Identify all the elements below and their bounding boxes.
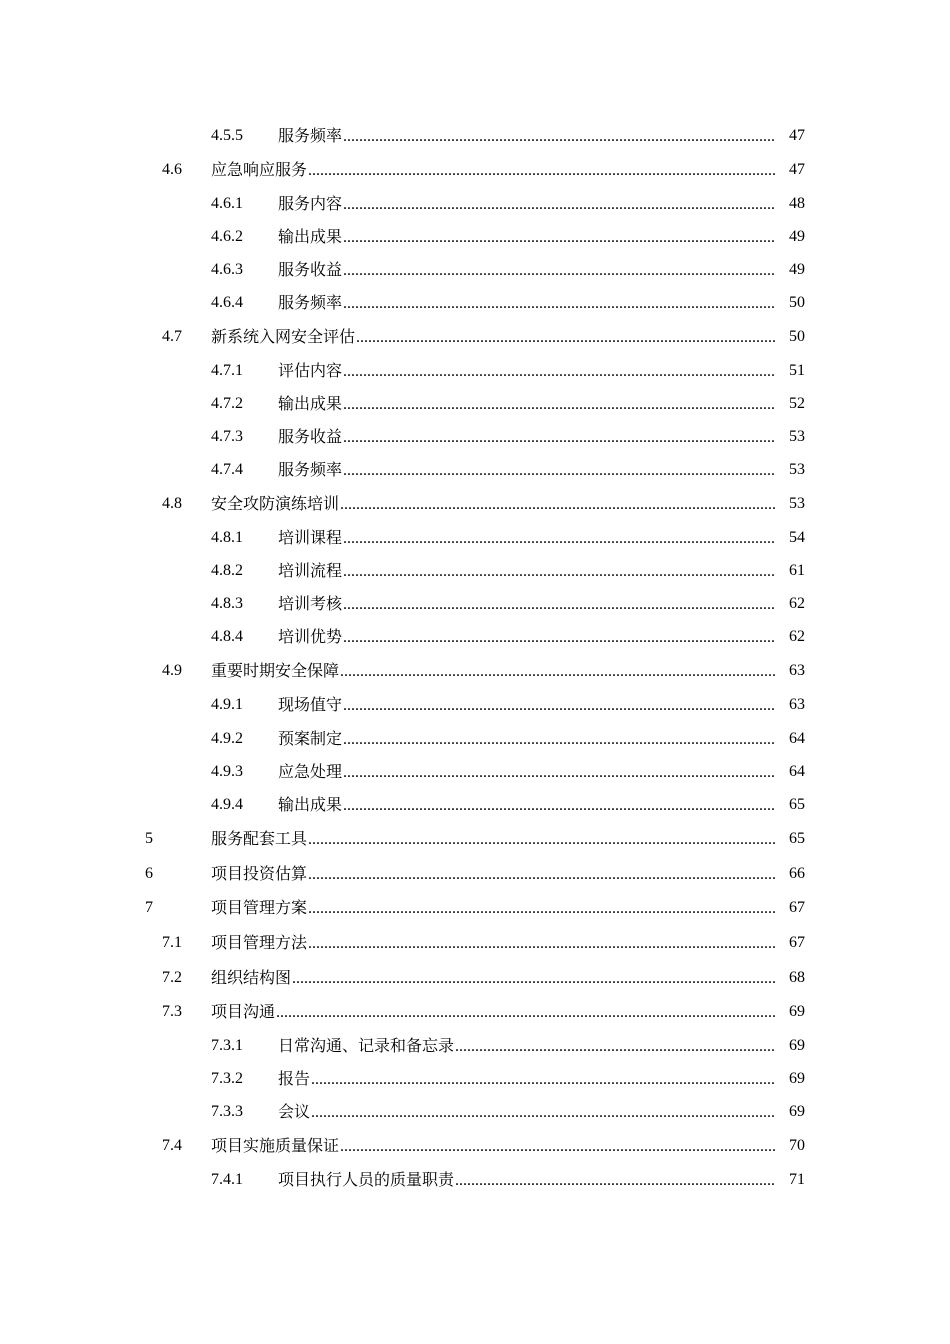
toc-entry[interactable] <box>211 425 805 449</box>
toc-entry-number: 4.9.2 <box>211 730 243 747</box>
toc-entry-title: 项目管理方法 <box>211 933 308 952</box>
toc-entry-number: 4.6.4 <box>211 294 243 311</box>
toc-entry-title: 输出成果 <box>278 795 343 814</box>
toc-entry[interactable] <box>211 359 805 383</box>
toc-entry-number: 4.6.3 <box>211 261 243 278</box>
toc-entry-number: 7.4.1 <box>211 1171 243 1188</box>
toc-entry[interactable] <box>145 862 805 886</box>
toc-entry-number: 4.9.1 <box>211 696 243 713</box>
toc-dot-leader <box>343 459 775 483</box>
toc-entry[interactable] <box>211 1067 805 1091</box>
toc-dot-leader <box>311 1068 775 1092</box>
toc-dot-leader <box>340 660 775 684</box>
toc-entry-title: 应急处理 <box>278 762 343 781</box>
toc-dot-leader <box>292 967 775 991</box>
toc-entry[interactable] <box>162 659 805 683</box>
toc-dot-leader <box>356 326 775 350</box>
toc-dot-leader <box>343 728 775 752</box>
toc-dot-leader <box>343 360 775 384</box>
toc-entry-title: 服务频率 <box>278 126 343 145</box>
toc-entry[interactable] <box>211 625 805 649</box>
toc-entry-page: 61 <box>789 562 805 579</box>
toc-entry-number: 7 <box>145 899 153 916</box>
toc-entry[interactable] <box>211 693 805 717</box>
toc-dot-leader <box>311 1101 775 1125</box>
toc-dot-leader <box>308 897 775 921</box>
toc-dot-leader <box>343 794 775 818</box>
toc-entry-title: 组织结构图 <box>211 968 292 987</box>
toc-entry-number: 4.7.2 <box>211 395 243 412</box>
toc-entry[interactable] <box>211 458 805 482</box>
toc-entry-page: 67 <box>789 934 805 951</box>
toc-entry-title: 预案制定 <box>278 729 343 748</box>
toc-entry[interactable] <box>162 158 805 182</box>
toc-entry-number: 4.7.3 <box>211 428 243 445</box>
toc-dot-leader <box>340 493 775 517</box>
toc-entry-title: 应急响应服务 <box>211 160 308 179</box>
toc-entry-page: 65 <box>789 796 805 813</box>
toc-entry-page: 69 <box>789 1103 805 1120</box>
toc-entry-number: 4.8.3 <box>211 595 243 612</box>
toc-entry-number: 7.4 <box>162 1137 182 1154</box>
toc-entry-title: 评估内容 <box>278 361 343 380</box>
toc-dot-leader <box>343 226 775 250</box>
toc-entry-page: 49 <box>789 228 805 245</box>
toc-entry-title: 培训考核 <box>278 594 343 613</box>
toc-entry-page: 49 <box>789 261 805 278</box>
toc-entry[interactable] <box>211 1168 805 1192</box>
toc-entry[interactable] <box>162 325 805 349</box>
toc-dot-leader <box>343 593 775 617</box>
toc-entry-number: 4.9.3 <box>211 763 243 780</box>
toc-entry-number: 4.9.4 <box>211 796 243 813</box>
toc-entry-title: 现场值守 <box>278 695 343 714</box>
toc-entry-number: 4.7 <box>162 328 182 345</box>
toc-entry-number: 7.3 <box>162 1003 182 1020</box>
toc-entry-page: 65 <box>789 830 805 847</box>
toc-entry[interactable] <box>211 258 805 282</box>
toc-entry[interactable] <box>211 124 805 148</box>
toc-entry[interactable] <box>162 931 805 955</box>
toc-dot-leader <box>343 125 775 149</box>
toc-entry[interactable] <box>211 1034 805 1058</box>
toc-dot-leader <box>343 694 775 718</box>
toc-entry-page: 50 <box>789 328 805 345</box>
toc-dot-leader <box>308 159 775 183</box>
toc-entry[interactable] <box>211 760 805 784</box>
toc-entry-page: 53 <box>789 461 805 478</box>
toc-entry-title: 日常沟通、记录和备忘录 <box>278 1036 455 1055</box>
toc-entry-title: 会议 <box>278 1102 311 1121</box>
toc-dot-leader <box>308 863 775 887</box>
toc-entry-page: 50 <box>789 294 805 311</box>
toc-dot-leader <box>276 1001 775 1025</box>
toc-entry-page: 52 <box>789 395 805 412</box>
toc-entry-number: 4.7.4 <box>211 461 243 478</box>
toc-dot-leader <box>340 1135 775 1159</box>
toc-dot-leader <box>343 193 775 217</box>
toc-dot-leader <box>455 1035 775 1059</box>
toc-entry-number: 4.8.4 <box>211 628 243 645</box>
toc-entry-page: 67 <box>789 899 805 916</box>
toc-entry-title: 安全攻防演练培训 <box>211 494 340 513</box>
toc-entry[interactable] <box>211 559 805 583</box>
toc-entry-number: 4.8.2 <box>211 562 243 579</box>
toc-dot-leader <box>343 292 775 316</box>
toc-entry-number: 4.7.1 <box>211 362 243 379</box>
toc-entry-page: 47 <box>789 161 805 178</box>
toc-entry-page: 47 <box>789 127 805 144</box>
toc-entry-page: 62 <box>789 628 805 645</box>
toc-dot-leader <box>343 527 775 551</box>
toc-entry-number: 5 <box>145 830 153 847</box>
toc-entry-title: 项目执行人员的质量职责 <box>278 1170 455 1189</box>
toc-entry-title: 输出成果 <box>278 227 343 246</box>
toc-entry-title: 报告 <box>278 1069 311 1088</box>
toc-dot-leader <box>343 761 775 785</box>
toc-dot-leader <box>455 1169 775 1193</box>
toc-entry-page: 69 <box>789 1037 805 1054</box>
toc-dot-leader <box>343 560 775 584</box>
toc-entry-page: 53 <box>789 495 805 512</box>
toc-entry-title: 服务内容 <box>278 194 343 213</box>
toc-entry-number: 7.3.3 <box>211 1103 243 1120</box>
toc-dot-leader <box>343 426 775 450</box>
toc-entry-page: 54 <box>789 529 805 546</box>
toc-entry-number: 4.6.2 <box>211 228 243 245</box>
toc-entry-page: 66 <box>789 865 805 882</box>
toc-entry-page: 68 <box>789 969 805 986</box>
toc-entry-page: 71 <box>789 1171 805 1188</box>
toc-entry-page: 69 <box>789 1003 805 1020</box>
toc-entry-number: 4.8.1 <box>211 529 243 546</box>
toc-entry[interactable] <box>211 793 805 817</box>
toc-entry-number: 7.2 <box>162 969 182 986</box>
toc-entry-number: 4.5.5 <box>211 127 243 144</box>
toc-entry-number: 6 <box>145 865 153 882</box>
toc-dot-leader <box>343 393 775 417</box>
toc-entry[interactable] <box>211 592 805 616</box>
toc-dot-leader <box>343 259 775 283</box>
toc-entry-number: 4.6.1 <box>211 195 243 212</box>
toc-dot-leader <box>308 932 775 956</box>
toc-entry[interactable] <box>211 1100 805 1124</box>
toc-entry[interactable] <box>145 896 805 920</box>
toc-entry-title: 培训优势 <box>278 627 343 646</box>
toc-entry[interactable] <box>211 291 805 315</box>
toc-entry-page: 63 <box>789 696 805 713</box>
toc-entry-number: 4.6 <box>162 161 182 178</box>
toc-entry[interactable] <box>162 492 805 516</box>
toc-entry-page: 69 <box>789 1070 805 1087</box>
toc-entry-number: 4.9 <box>162 662 182 679</box>
toc-entry-page: 70 <box>789 1137 805 1154</box>
toc-entry-page: 48 <box>789 195 805 212</box>
toc-entry[interactable] <box>211 727 805 751</box>
toc-entry-page: 63 <box>789 662 805 679</box>
toc-entry-page: 64 <box>789 730 805 747</box>
toc-entry-page: 62 <box>789 595 805 612</box>
toc-entry-title: 培训流程 <box>278 561 343 580</box>
toc-entry-title: 服务收益 <box>278 427 343 446</box>
toc-dot-leader <box>308 828 775 852</box>
toc-dot-leader <box>343 626 775 650</box>
toc-entry-title: 重要时期安全保障 <box>211 661 340 680</box>
toc-entry-title: 项目投资估算 <box>211 864 308 883</box>
toc-entry-title: 服务配套工具 <box>211 829 308 848</box>
toc-entry[interactable] <box>145 827 805 851</box>
toc-entry[interactable] <box>162 1000 805 1024</box>
toc-entry-title: 服务收益 <box>278 260 343 279</box>
toc-entry-title: 输出成果 <box>278 394 343 413</box>
toc-entry-number: 7.3.1 <box>211 1037 243 1054</box>
toc-entry-title: 项目实施质量保证 <box>211 1136 340 1155</box>
toc-entry-page: 53 <box>789 428 805 445</box>
toc-entry-number: 4.8 <box>162 495 182 512</box>
toc-entry[interactable] <box>211 192 805 216</box>
toc-entry[interactable] <box>162 1134 805 1158</box>
toc-entry[interactable] <box>162 966 805 990</box>
toc-entry-title: 新系统入网安全评估 <box>211 327 356 346</box>
toc-entry[interactable] <box>211 526 805 550</box>
toc-entry-title: 服务频率 <box>278 293 343 312</box>
toc-entry-number: 7.3.2 <box>211 1070 243 1087</box>
toc-entry-number: 7.1 <box>162 934 182 951</box>
toc-entry-title: 项目沟通 <box>211 1002 276 1021</box>
toc-entry-title: 服务频率 <box>278 460 343 479</box>
toc-entry[interactable] <box>211 225 805 249</box>
toc-entry-page: 51 <box>789 362 805 379</box>
toc-entry-title: 培训课程 <box>278 528 343 547</box>
toc-entry-page: 64 <box>789 763 805 780</box>
toc-entry[interactable] <box>211 392 805 416</box>
toc-entry-title: 项目管理方案 <box>211 898 308 917</box>
